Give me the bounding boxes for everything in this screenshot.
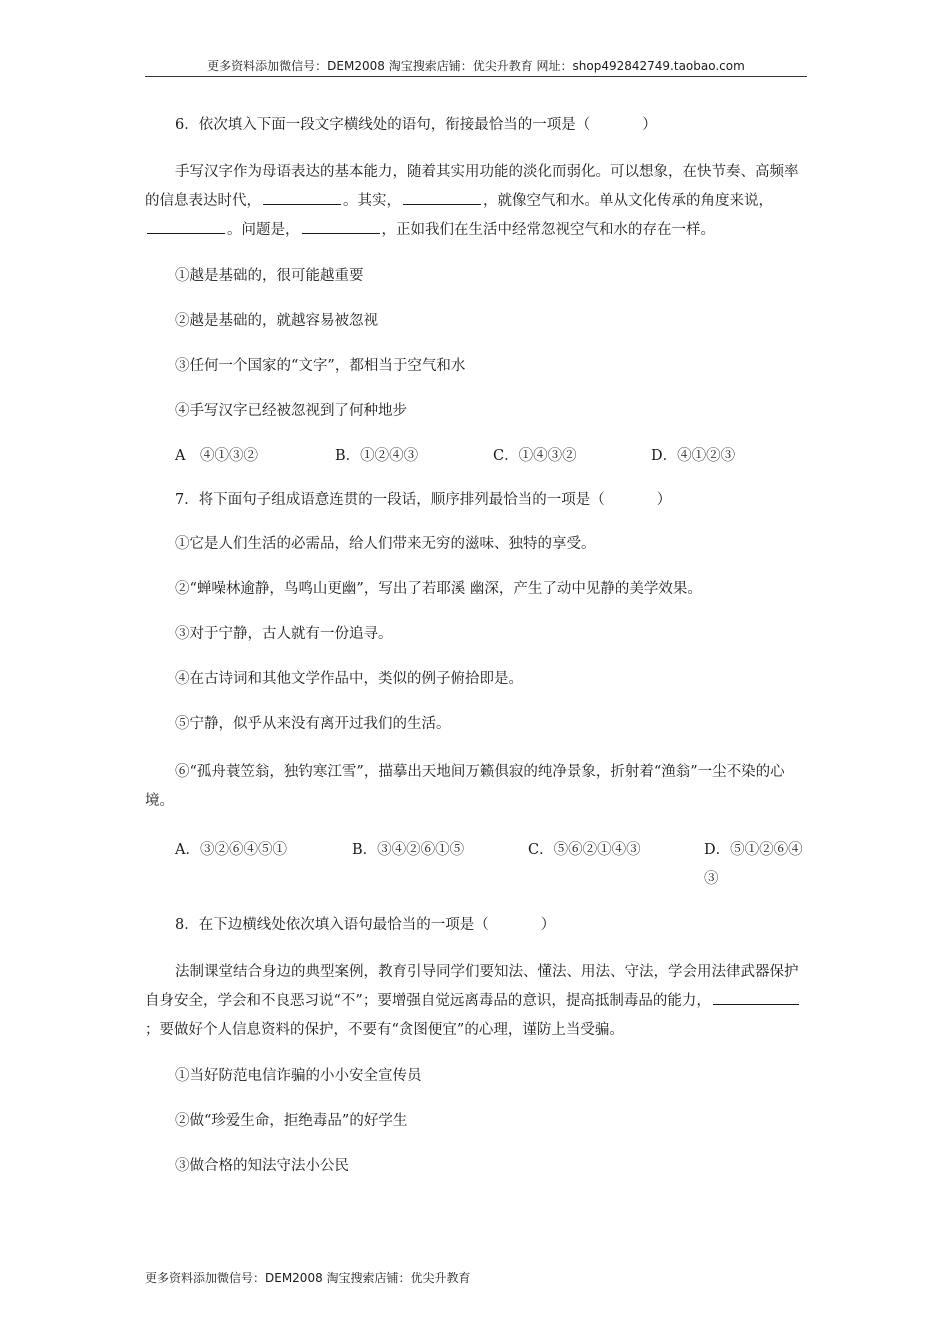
question-8-passage xyxy=(145,958,810,1045)
page-footer: 更多资料添加微信号：DEM2008 淘宝搜索店铺：优尖升教育 xyxy=(145,1271,471,1285)
passage-seg: ，就像空气和水。单从文化传承的角度来说， xyxy=(483,193,773,209)
list-item: ①越是基础的，很可能越重要 xyxy=(175,268,364,284)
fill-blank[interactable] xyxy=(403,190,481,205)
stem-close: ） xyxy=(656,492,672,508)
list-item: ②越是基础的，就越容易被忽视 xyxy=(175,313,378,329)
question-8-stem xyxy=(145,914,810,936)
option-a[interactable]: A ④①③② xyxy=(175,448,258,464)
passage-seg: 。其实， xyxy=(343,193,401,209)
stem-close: ） xyxy=(642,117,657,133)
stem-text: 7．将下面句子组成语意连贯的一段话，顺序排列最恰当的一项是（ xyxy=(175,492,605,508)
option-b[interactable]: B．①②④③ xyxy=(335,448,419,464)
option-c[interactable]: C．⑤⑥②①④③ xyxy=(528,842,641,858)
option-d[interactable]: D．⑤①②⑥④③ xyxy=(704,842,803,887)
fill-blank[interactable] xyxy=(263,190,341,205)
question-7-stem xyxy=(145,489,810,511)
list-item: ⑤宁静，似乎从来没有离开过我们的生活。 xyxy=(175,716,451,732)
list-item: ③对于宁静，古人就有一份追寻。 xyxy=(175,626,393,642)
fill-blank[interactable] xyxy=(713,990,799,1005)
stem-text: 8．在下边横线处依次填入语句最恰当的一项是（ xyxy=(175,917,489,933)
list-item xyxy=(145,758,810,816)
list-item: ②做“珍爱生命，拒绝毒品”的好学生 xyxy=(175,1113,408,1129)
page-header: 更多资料添加微信号：DEM2008 淘宝搜索店铺：优尖升教育 网址：shop492842749.taobao.com xyxy=(145,58,807,77)
list-item: ②“蝉噪林逾静，鸟鸣山更幽”，写出了若耶溪 幽深，产生了动中见静的美学效果。 xyxy=(175,581,702,597)
list-item: ④在古诗词和其他文学作品中，类似的例子俯拾即是。 xyxy=(175,671,523,687)
passage-seg: ；要做好个人信息资料的保护，不要有“贪图便宜”的心理，谨防上当受骗。 xyxy=(145,1022,624,1038)
list-item: ③任何一个国家的“文字”，都相当于空气和水 xyxy=(175,358,466,374)
option-a[interactable]: A．③②⑥④⑤① xyxy=(175,842,287,858)
option-c[interactable]: C．①④③② xyxy=(493,448,577,464)
fill-blank[interactable] xyxy=(147,219,225,234)
list-item: ①当好防范电信诈骗的小小安全宣传员 xyxy=(175,1068,422,1084)
passage-seg: 。问题是， xyxy=(227,222,300,238)
question-6-stem xyxy=(145,114,810,136)
passage-seg: 法制课堂结合身边的典型案例，教育引导同学们要知法、懂法、用法、守法，学会用法律武器保护自身安全，学会和不良恶习说“不”；要增强自觉远离毒品的意识，提高抵制毒品的能力， xyxy=(145,964,799,1009)
fill-blank[interactable] xyxy=(302,219,380,234)
question-7-options xyxy=(145,836,810,894)
option-b[interactable]: B．③④②⑥①⑤ xyxy=(352,842,465,858)
question-6-passage xyxy=(145,158,810,245)
option-d[interactable]: D．④①②③ xyxy=(651,448,736,464)
stem-text: 6．依次填入下面一段文字横线处的语句，衔接最恰当的一项是（ xyxy=(175,117,591,133)
passage-seg: 手写汉字作为母语表达的基本能力，随着其实用功能的淡化而弱化。可以想象，在快节奏、高频率的信息表达时代， xyxy=(145,164,799,209)
list-item: ③做合格的知法守法小公民 xyxy=(175,1158,349,1174)
list-item: ④手写汉字已经被忽视到了何种地步 xyxy=(175,403,407,419)
document-body xyxy=(145,114,810,1200)
stem-close: ） xyxy=(540,917,556,933)
list-item: ①它是人们生活的必需品，给人们带来无穷的滋味、独特的享受。 xyxy=(175,536,596,552)
passage-seg: ，正如我们在生活中经常忽视空气和水的存在一样。 xyxy=(381,222,715,238)
list-item-text: ⑥“孤舟蓑笠翁，独钓寒江雪”，描摹出天地间万籁俱寂的纯净景象，折射着“渔翁”一尘不染的心境。 xyxy=(145,764,785,809)
question-6-options xyxy=(145,445,810,467)
